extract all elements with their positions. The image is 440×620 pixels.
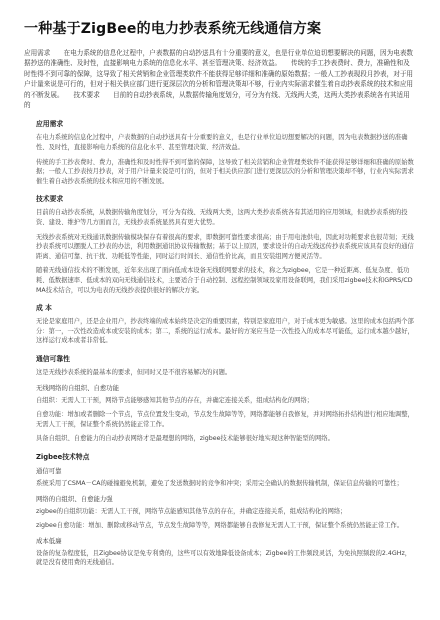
- section-paragraph: 系统采用了CSMA－CA的碰撞避免机制，避免了发送数据时的竞争和冲突；采用完全确认的数据传输机制，保证信息传输的可靠性；: [36, 479, 403, 487]
- section-paragraph: zigbee的自组织功能：无需人工干预，网络节点能感知其他节点的存在，并确定连接关系，组成结构化的网络；: [36, 507, 347, 515]
- section-paragraph: 无线抄表系统对无线通讯数据传输模块保存有着很高的要求，即数据可靠性要求很高；由于用电池供电，因此对功耗要求也很苛刻；无线抄表系统可以摆脱人工抄表的办法，利用数据通讯协议传输数据；基于以上原因，要求设计的自动无线远传抄表系统应该具有良好的通信距离、通信可靠、抗干扰、功耗低等性能，同时运行时间长、通信性价比高，而且安装组网方便灵活等。: [36, 233, 414, 260]
- section-paragraph: 这是无线抄表系统的最基本的要求，但同时又是不很容易解决的问题。: [36, 368, 232, 376]
- document-body: [24, 118, 416, 567]
- section-heading: 无线网络的自组织、自愈功能: [36, 383, 120, 392]
- section-paragraph: 具备自组织、自愈能力的自动抄表网络才是最理想的网络，zigbee技术能够很好地实现这种智能型的网络。: [36, 435, 334, 443]
- section-heading: 成 本: [36, 304, 52, 313]
- section: [24, 118, 416, 186]
- section-heading: 通信可靠: [36, 466, 62, 475]
- section-paragraph: 在电力系统的信息化过程中，户表数据的自动抄送具有十分重要的意义，也是行业单位迫切想要解决的问题，因为电表数据抄送的准确性、及时性，直接影响电力系统的信息化水平、甚至管理决策、经济效益。: [36, 134, 408, 152]
- section-heading: 通信可靠性: [36, 354, 70, 363]
- section-paragraph: 目前的自动抄表系统，从数据传输角度划分，可分为有线、无线两大类，这两大类抄表系统各有其适用的应用领域，但就抄表系统的投资、建设、维护等几方面而言，无线抄表系统显然具有更大优势。: [36, 209, 408, 226]
- section: [24, 302, 416, 346]
- intro-paragraph: 应用需求 在电力系统的信息化过程中，户表数据的自动抄送具有十分重要的意义，也是行业单位迫切想要解决的问题，因为电表数据抄送的准确性、及时性，直接影响电力系统的信息化水平、甚至管理决策、经济效益。 传统的手工抄表费时、费力，准确性和及时性得不到可靠的保障，这导致了相关营销和企业管理类软件不能获得足够详细和准确的原始数据；一般人工抄表现段月抄表，对于用户计量来说是可行的，但对于相关供应部门进行更深层次的分析和管理决策却不够，行业内实际需求催生着自动抄表系统的技术和应用的不断发展。 技术要求 目前的自动抄表系统，从数据传输角度划分，可分为有线、无线两大类，这两大类抄表系统各有其适用的: [24, 49, 414, 110]
- section: [24, 353, 416, 378]
- document-title: 一种基于ZigBee的电力抄表系统无线通信方案: [24, 21, 322, 37]
- section-paragraph: 自愈功能：增加或者删除一个节点，节点位置发生变动，节点发生故障等等，网络都能够自我修复，并对网络拓扑结构进行相应地调整，无需人工干预，保证整个系统仍然能正常工作。: [36, 411, 414, 428]
- section-heading: Zigbee技术特点: [36, 452, 90, 461]
- section: [24, 383, 416, 444]
- section-paragraph: 自组织：无需人工干预，网络节点能够感知其他节点的存在，并确定连接关系，组成结构化的网络；: [36, 396, 314, 404]
- section: [24, 536, 416, 568]
- section-paragraph: 无论是家庭用户，还是企业用户，抄表终端的成本始终是决定的重要因素，特别是家庭用户，对于成本更为敏感。这里的成本包括两个部分：第一，一次性改造成本或安装的成本；第二，系统的运行成本。最好的方案应当是一次性投入的成本尽可能低，运行成本越少越好，这样运行成本或者非常低。: [36, 318, 414, 345]
- section: [24, 193, 416, 295]
- section-paragraph: 传统的手工抄表费时、费力，准确性和及时性得不到可靠的保障，这导致了相关营销和企业管理类软件不能获得足够详细和准确的原始数据；一般人工抄表按月抄表，对于用户计量来说是可行的，但对于相关供应部门进行更深层次的分析和管理决策却不够，行业内实际需求催生着自动抄表系统的技术和应用的不断发展。: [36, 158, 414, 185]
- section: [24, 494, 416, 531]
- section-heading: 技术要求: [36, 195, 64, 204]
- section-heading: 应用需求: [36, 120, 64, 129]
- section-heading: 成本低廉: [36, 536, 62, 545]
- section: [24, 466, 416, 489]
- section-paragraph: 设备的复杂程度低，且Zigbee协议是免专利费的，这些可以有效地降低设备成本；Zigbee的工作频段灵活，为免执照频段的2.4GHz，就是没有使用费的无线通信。: [36, 549, 412, 567]
- section-paragraph: 随着无线通信技术的不断发展，近年来出现了面向低成本设备无线联网要求的技术，称之为zigbee，它是一种近距离、低复杂度、低功耗、低数据速率、低成本的双向无线通信技术，主要适合于自动控制、远程控制领域及家用设备联网，我们采用zigbee技术和GPRS/CDMA技术结合，可以为电表的无线抄表提供很好的解决方案。: [36, 267, 413, 294]
- section-heading: 网络的自组织、自愈能力强: [36, 494, 113, 503]
- section-paragraph: zigbee自愈功能：增加、删除或移动节点，节点发生故障等等，网络都能够自我修复无需人工干预，保证整个系统仍然能正常工作。: [36, 522, 404, 530]
- section: [24, 451, 416, 461]
